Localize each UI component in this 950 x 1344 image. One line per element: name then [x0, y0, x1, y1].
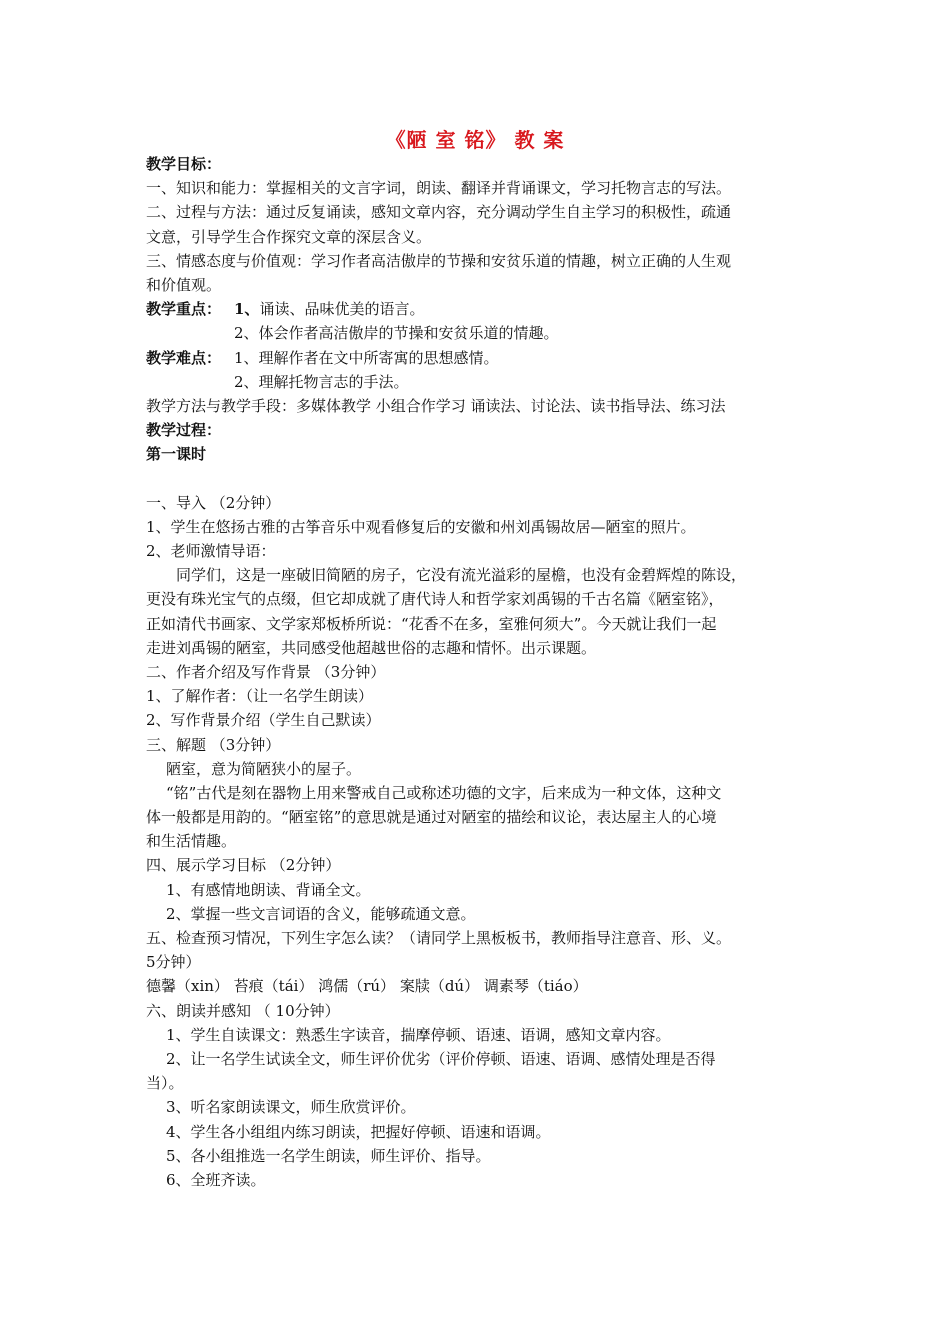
section-2-heading: 二、作者介绍及写作背景 （3分钟）: [146, 662, 386, 681]
difficulty-1: 1、理解作者在文中所寄寓的思想感情。: [234, 348, 499, 367]
section-3-text-2c: 和生活情趣。: [146, 832, 237, 851]
section-1-heading: 一、导入 （2分钟）: [146, 493, 281, 512]
key-point-2: 2、体会作者高洁傲岸的节操和安贫乐道的情趣。: [234, 324, 559, 343]
blank-line: [146, 466, 826, 490]
section-1-paragraph-3: 正如清代书画家、文学家郑板桥所说：“花香不在多，室雅何须大”。今天就让我们一起: [146, 614, 717, 633]
section-1-paragraph-4: 走进刘禹锡的陋室，共同感受他超越世俗的志趣和情怀。出示课题。: [146, 638, 597, 657]
key-point-1: 诵读、品味优美的语言。: [259, 300, 425, 319]
section-3-text-2a: “铭”古代是刻在器物上用来警戒自己或称述功德的文字，后来成为一种文体，这种文: [166, 783, 722, 802]
section-1-paragraph-1: 同学们，这是一座破旧简陋的房子，它没有流光溢彩的屋檐，也没有金碧辉煌的陈设，: [176, 566, 747, 585]
section-6-heading: 六、朗读并感知 （ 10分钟）: [146, 1001, 340, 1020]
section-6-item-6: 6、全班齐读。: [166, 1170, 266, 1189]
objective-3a: 三、情感态度与价值观：学习作者高洁傲岸的节操和安贫乐道的情趣，树立正确的人生观: [146, 251, 732, 270]
section-6-item-1: 1、学生自读课文：熟悉生字读音，揣摩停顿、语速、语调，感知文章内容。: [166, 1025, 671, 1044]
section-2-item-2: 2、写作背景介绍（学生自己默读）: [146, 711, 381, 730]
teaching-methods: 教学方法与教学手段：多媒体教学 小组合作学习 诵读法、讨论法、读书指导法、练习法: [146, 396, 726, 415]
section-6-item-3: 3、听名家朗读课文，师生欣赏评价。: [166, 1098, 416, 1117]
objective-2a: 二、过程与方法：通过反复诵读，感知文章内容，充分调动学生自主学习的积极性，疏通: [146, 203, 732, 222]
section-5-heading-2: 5分钟）: [146, 953, 201, 972]
section-3-text-1: 陋室，意为简陋狭小的屋子。: [166, 759, 362, 778]
objective-2b: 文意，引导学生合作探究文章的深层含义。: [146, 227, 432, 246]
section-6-item-5: 5、各小组推选一名学生朗读，师生评价、指导。: [166, 1146, 491, 1165]
section-1-item-2: 2、老师激情导语：: [146, 542, 276, 560]
section-3-text-2b: 体一般都是用韵的。“陋室铭”的意思就是通过对陋室的描绘和议论，表达屋主人的心境: [146, 808, 717, 827]
section-1-paragraph-2: 更没有珠光宝气的点缀，但它却成就了唐代诗人和哲学家刘禹锡的千古名篇《陋室铭》，: [146, 590, 724, 609]
lesson-heading: 第一课时: [146, 445, 207, 464]
difficulty-2: 2、理解托物言志的手法。: [234, 372, 409, 391]
difficulties-label: 教学难点：: [146, 348, 222, 367]
section-2-item-1: 1、了解作者：（让一名学生朗读）: [146, 687, 374, 706]
section-4-heading: 四、展示学习目标 （2分钟）: [146, 856, 341, 875]
key-points-label: 教学重点：: [146, 300, 222, 319]
document-title: 《陋 室 铭》 教 案: [385, 128, 565, 152]
objective-1: 一、知识和能力：掌握相关的文言字词，朗读、翻译并背诵课文，学习托物言志的写法。: [146, 179, 732, 198]
key-points-row-1: [146, 297, 826, 321]
section-6-item-4: 4、学生各小组组内练习朗读，把握好停顿、语速和语调。: [166, 1122, 551, 1141]
difficulties-row-1: [146, 346, 826, 370]
section-6-item-2a: 2、让一名学生试读全文，师生评价优劣（评价停顿、语速、语调、感情处理是否得: [166, 1049, 716, 1068]
objectives-heading: 教学目标：: [146, 155, 222, 173]
section-5-heading-1: 五、检查预习情况，下列生字怎么读？（请同学上黑板板书，教师指导注意音、形、义。: [146, 929, 732, 947]
process-heading: 教学过程：: [146, 421, 222, 440]
section-3-heading: 三、解题 （3分钟）: [146, 735, 281, 754]
section-4-item-2: 2、掌握一些文言词语的含义，能够疏通文意。: [166, 904, 476, 923]
section-6-item-2b: 当）。: [146, 1074, 184, 1093]
section-1-item-1: 1、学生在悠扬古雅的古筝音乐中观看修复后的安徽和州刘禹锡故居—陋室的照片。: [146, 517, 696, 536]
section-5-words: 德馨（xin） 苔痕（tái） 鸿儒（rú） 案牍（dú） 调素琴（tiáo）: [146, 977, 588, 996]
document-body: [146, 152, 826, 1192]
key-point-1-number: 1、: [234, 300, 260, 319]
section-4-item-1: 1、有感情地朗读、背诵全文。: [166, 880, 371, 899]
objective-3b: 和价值观。: [146, 275, 222, 294]
